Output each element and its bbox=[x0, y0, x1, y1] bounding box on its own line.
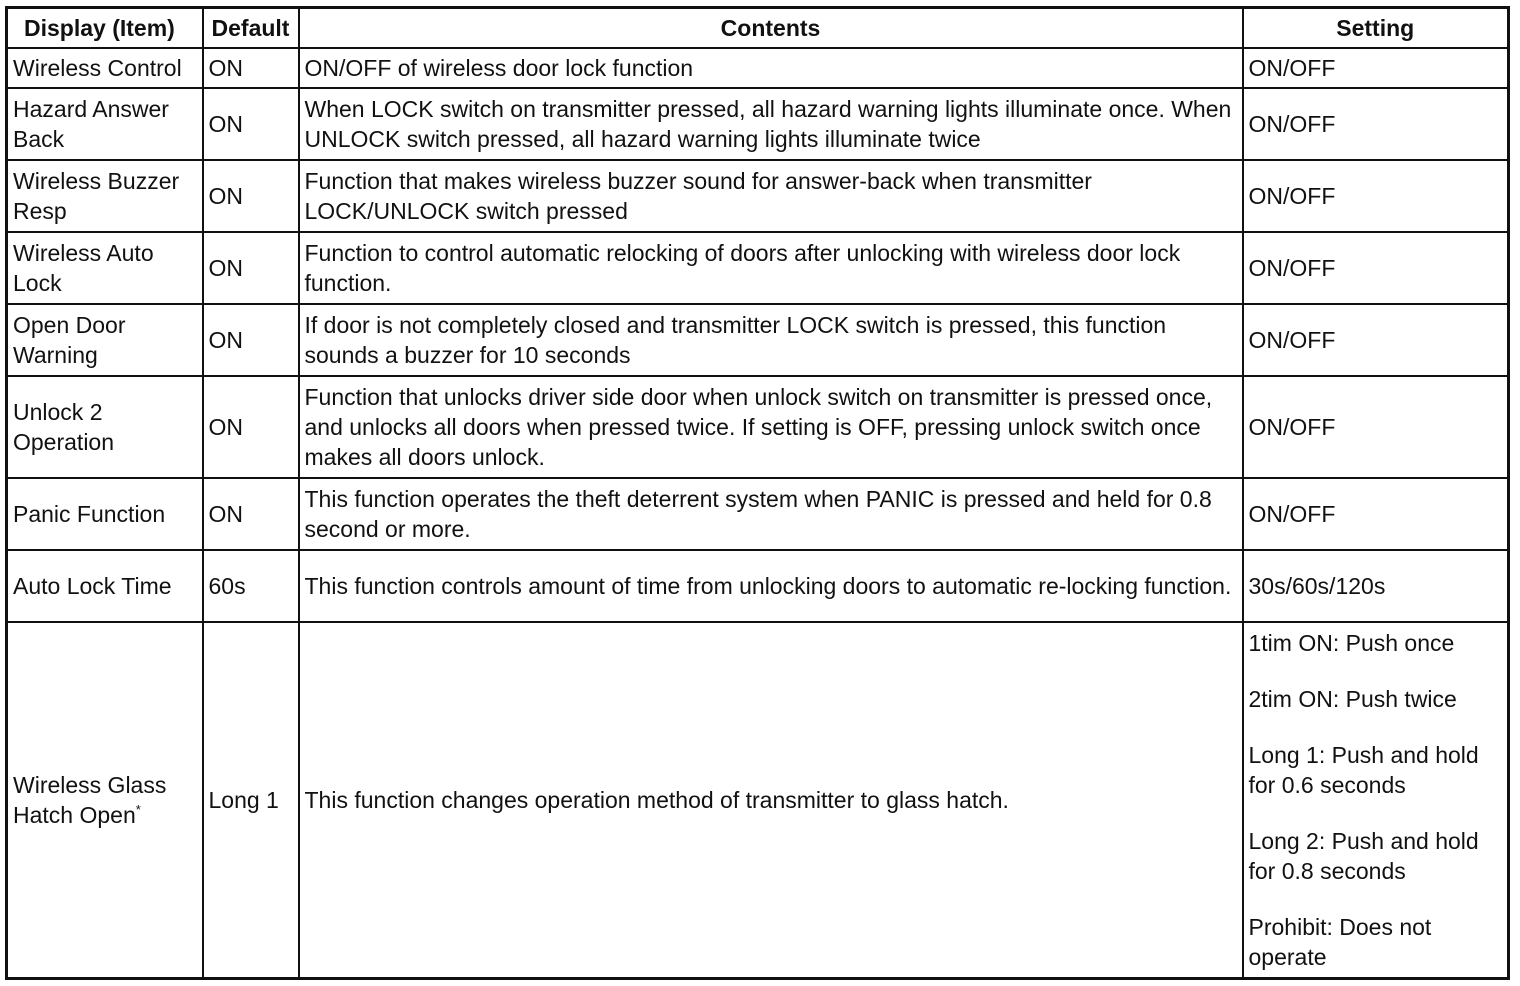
header-contents: Contents bbox=[299, 8, 1243, 49]
row-setting: ON/OFF bbox=[1243, 478, 1509, 550]
row-contents: Function that makes wireless buzzer sound for answer-back when transmitter LOCK/UNLOCK switch pressed bbox=[299, 160, 1243, 232]
table-row bbox=[7, 622, 1509, 979]
row-item: Open Door Warning bbox=[7, 304, 203, 376]
row-setting: ON/OFF bbox=[1243, 232, 1509, 304]
row-item: Wireless Control bbox=[7, 48, 203, 88]
row-contents: ON/OFF of wireless door lock function bbox=[299, 48, 1243, 88]
row-default: ON bbox=[203, 232, 299, 304]
row-default: ON bbox=[203, 160, 299, 232]
header-setting: Setting bbox=[1243, 8, 1509, 49]
row-default: 60s bbox=[203, 550, 299, 622]
header-item: Display (Item) bbox=[7, 8, 203, 49]
table-row bbox=[7, 478, 1509, 550]
row-default: ON bbox=[203, 376, 299, 478]
setting-option: Long 2: Push and hold for 0.8 seconds bbox=[1248, 828, 1479, 884]
row-item: Auto Lock Time bbox=[7, 550, 203, 622]
row-contents: If door is not completely closed and transmitter LOCK switch is pressed, this function sounds a buzzer for 10 seconds bbox=[299, 304, 1243, 376]
row-item: Unlock 2 Operation bbox=[7, 376, 203, 478]
setting-option: Long 1: Push and hold for 0.6 seconds bbox=[1248, 742, 1479, 798]
footnote-mark: * bbox=[135, 802, 141, 817]
setting-option: 1tim ON: Push once bbox=[1248, 630, 1455, 656]
setting-option: Prohibit: Does not operate bbox=[1248, 914, 1432, 970]
row-item: Wireless Buzzer Resp bbox=[7, 160, 203, 232]
row-setting: 30s/60s/120s bbox=[1243, 550, 1509, 622]
row-default: ON bbox=[203, 478, 299, 550]
row-default: ON bbox=[203, 88, 299, 160]
header-row bbox=[7, 8, 1509, 49]
settings-table bbox=[5, 6, 1510, 980]
row-default: ON bbox=[203, 48, 299, 88]
setting-option: 2tim ON: Push twice bbox=[1248, 686, 1457, 712]
row-contents: This function operates the theft deterrent system when PANIC is pressed and held for 0.8 second or more. bbox=[299, 478, 1243, 550]
row-item: Panic Function bbox=[7, 478, 203, 550]
row-setting-list bbox=[1243, 622, 1509, 979]
table-row bbox=[7, 48, 1509, 88]
table-row bbox=[7, 160, 1509, 232]
row-setting: ON/OFF bbox=[1243, 160, 1509, 232]
table-row bbox=[7, 232, 1509, 304]
table-row bbox=[7, 550, 1509, 622]
row-item: Wireless Auto Lock bbox=[7, 232, 203, 304]
row-default: ON bbox=[203, 304, 299, 376]
table-row bbox=[7, 376, 1509, 478]
row-item bbox=[7, 622, 203, 979]
row-contents: This function changes operation method of transmitter to glass hatch. bbox=[299, 622, 1243, 979]
header-default: Default bbox=[203, 8, 299, 49]
row-contents: Function to control automatic relocking of doors after unlocking with wireless door lock function. bbox=[299, 232, 1243, 304]
row-setting: ON/OFF bbox=[1243, 88, 1509, 160]
row-contents: When LOCK switch on transmitter pressed, all hazard warning lights illuminate once. When UNLOCK switch pressed, all hazard warning lights illuminate twice bbox=[299, 88, 1243, 160]
row-setting: ON/OFF bbox=[1243, 376, 1509, 478]
table-row bbox=[7, 304, 1509, 376]
row-setting: ON/OFF bbox=[1243, 304, 1509, 376]
row-item: Hazard Answer Back bbox=[7, 88, 203, 160]
row-contents: This function controls amount of time from unlocking doors to automatic re-locking function. bbox=[299, 550, 1243, 622]
row-item-text: Wireless Glass Hatch Open bbox=[13, 772, 167, 828]
row-default: Long 1 bbox=[203, 622, 299, 979]
table-row bbox=[7, 88, 1509, 160]
row-contents: Function that unlocks driver side door when unlock switch on transmitter is pressed once, and unlocks all doors when pressed twice. If setting is OFF, pressing unlock switch once makes all doors unlock. bbox=[299, 376, 1243, 478]
row-setting: ON/OFF bbox=[1243, 48, 1509, 88]
